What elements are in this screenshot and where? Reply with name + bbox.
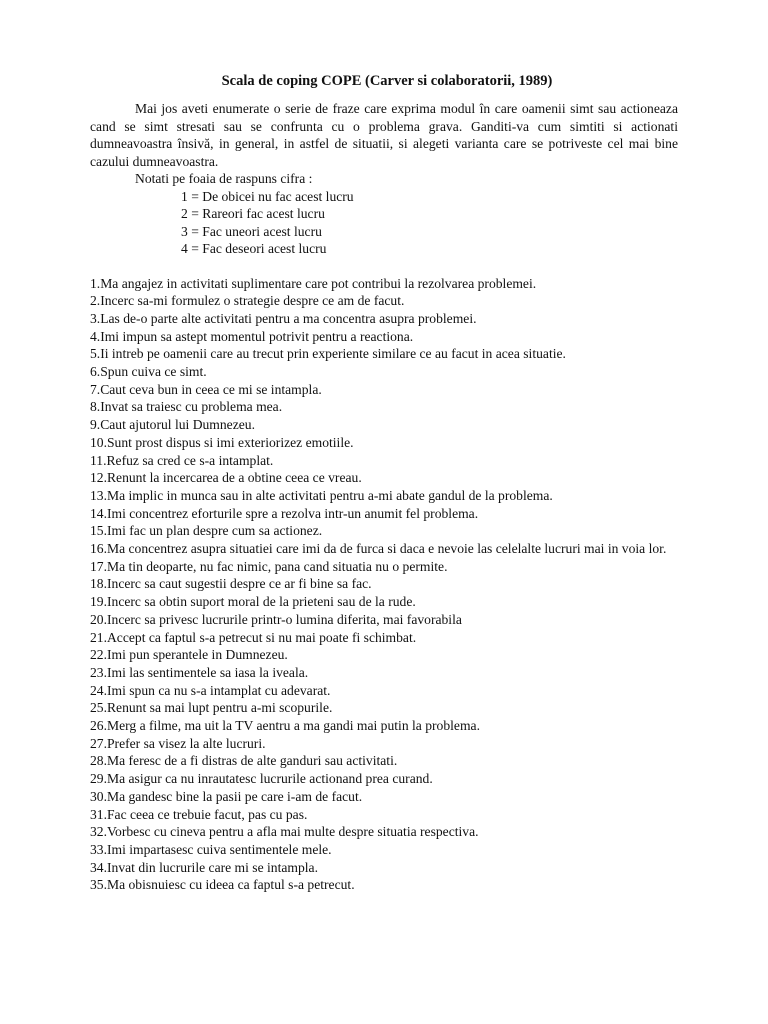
questionnaire-item: 30.Ma gandesc bine la pasii pe care i-am de facut. — [90, 788, 363, 804]
questionnaire-item: 17.Ma tin deoparte, nu fac nimic, pana cand situatia nu o permite. — [90, 558, 448, 574]
questionnaire-item: 8.Invat sa traiesc cu problema mea. — [90, 399, 283, 415]
questionnaire-item: 25.Renunt sa mai lupt pentru a-mi scopurile. — [90, 700, 333, 716]
questionnaire-item: 14.Imi concentrez eforturile spre a rezolva intr-un anumit fel problema. — [90, 505, 479, 521]
questionnaire-item: 32.Vorbesc cu cineva pentru a afla mai multe despre situatia respectiva. — [90, 824, 479, 840]
questionnaire-item: 7.Caut ceva bun in ceea ce mi se intampla. — [90, 381, 322, 397]
questionnaire-item: 31.Fac ceea ce trebuie facut, pas cu pas. — [90, 806, 308, 822]
questionnaire-item: 16.Ma concentrez asupra situatiei care imi da de furca si daca e nevoie las celelalte lucruri mai in voia lor. — [90, 541, 667, 557]
scale-option: 4 = Fac deseori acest lucru — [181, 241, 327, 256]
document-title: Scala de coping COPE (Carver si colaboratorii, 1989) — [221, 73, 553, 89]
questionnaire-item: 2.Incerc sa-mi formulez o strategie despre ce am de facut. — [90, 293, 405, 309]
questionnaire-item: 20.Incerc sa privesc lucrurile printr-o lumina diferita, mai favorabila — [90, 611, 462, 627]
questionnaire-item: 11.Refuz sa cred ce s-a intamplat. — [90, 452, 274, 468]
questionnaire-item: 24.Imi spun ca nu s-a intamplat cu adevarat. — [90, 682, 331, 698]
questionnaire-item: 21.Accept ca faptul s-a petrecut si nu mai poate fi schimbat. — [90, 629, 417, 645]
questionnaire-item: 27.Prefer sa visez la alte lucruri. — [90, 735, 266, 751]
intro-paragraph: Mai jos aveti enumerate o serie de fraze care exprima modul în care oamenii simt sau actioneaza cand se simt stresati sau se confrunta cu o problema grava. Ganditi-va cum simtiti si actionati dumneavoastra însivă, in general, in astfel de situatii, si alegeti varianta care se potriveste cel mai bine cazului dumneavoastra. — [90, 101, 678, 169]
questionnaire-item: 29.Ma asigur ca nu inrautatesc lucrurile actionand prea curand. — [90, 771, 433, 787]
questionnaire-item: 1.Ma angajez in activitati suplimentare care pot contribui la rezolvarea problemei. — [90, 275, 537, 291]
questionnaire-item: 12.Renunt la incercarea de a obtine ceea ce vreau. — [90, 470, 362, 486]
questionnaire-item: 10.Sunt prost dispus si imi exteriorizez emotiile. — [90, 434, 354, 450]
questionnaire-item: 6.Spun cuiva ce simt. — [90, 364, 207, 380]
questionnaire-item: 15.Imi fac un plan despre cum sa actionez. — [90, 523, 323, 539]
scale-option: 3 = Fac uneori acest lucru — [181, 223, 322, 239]
questionnaire-items — [90, 275, 678, 895]
questionnaire-item: 18.Incerc sa caut sugestii despre ce ar fi bine sa fac. — [90, 576, 372, 592]
questionnaire-item: 3.Las de-o parte alte activitati pentru a ma concentra asupra problemei. — [90, 310, 477, 326]
questionnaire-item: 9.Caut ajutorul lui Dumnezeu. — [90, 417, 255, 433]
questionnaire-item: 33.Imi impartasesc cuiva sentimentele mele. — [90, 842, 332, 857]
questionnaire-item: 23.Imi las sentimentele sa iasa la iveala. — [90, 664, 309, 680]
questionnaire-item: 19.Incerc sa obtin suport moral de la prieteni sau de la rude. — [90, 594, 416, 610]
questionnaire-item: 22.Imi pun sperantele in Dumnezeu. — [90, 647, 288, 663]
questionnaire-item: 4.Imi impun sa astept momentul potrivit pentru a reactiona. — [90, 328, 414, 344]
questionnaire-item: 35.Ma obisnuiesc cu ideea ca faptul s-a petrecut. — [90, 877, 355, 893]
instruction-text: Notati pe foaia de raspuns cifra : — [135, 171, 313, 186]
response-scale — [90, 188, 678, 258]
questionnaire-item: 26.Merg a filme, ma uit la TV aentru a ma gandi mai putin la problema. — [90, 718, 480, 734]
questionnaire-item: 28.Ma feresc de a fi distras de alte ganduri sau activitati. — [90, 753, 398, 769]
questionnaire-item: 34.Invat din lucrurile care mi se intampla. — [90, 859, 318, 875]
scale-option: 2 = Rareori fac acest lucru — [181, 206, 325, 221]
scale-option: 1 = De obicei nu fac acest lucru — [181, 188, 354, 204]
questionnaire-item: 13.Ma implic in munca sau in alte activitati pentru a-mi abate gandul de la problema. — [90, 487, 553, 503]
document-page — [90, 72, 678, 894]
questionnaire-item: 5.Ii intreb pe oamenii care au trecut prin experiente similare ce au facut in acea situatie. — [90, 346, 566, 362]
